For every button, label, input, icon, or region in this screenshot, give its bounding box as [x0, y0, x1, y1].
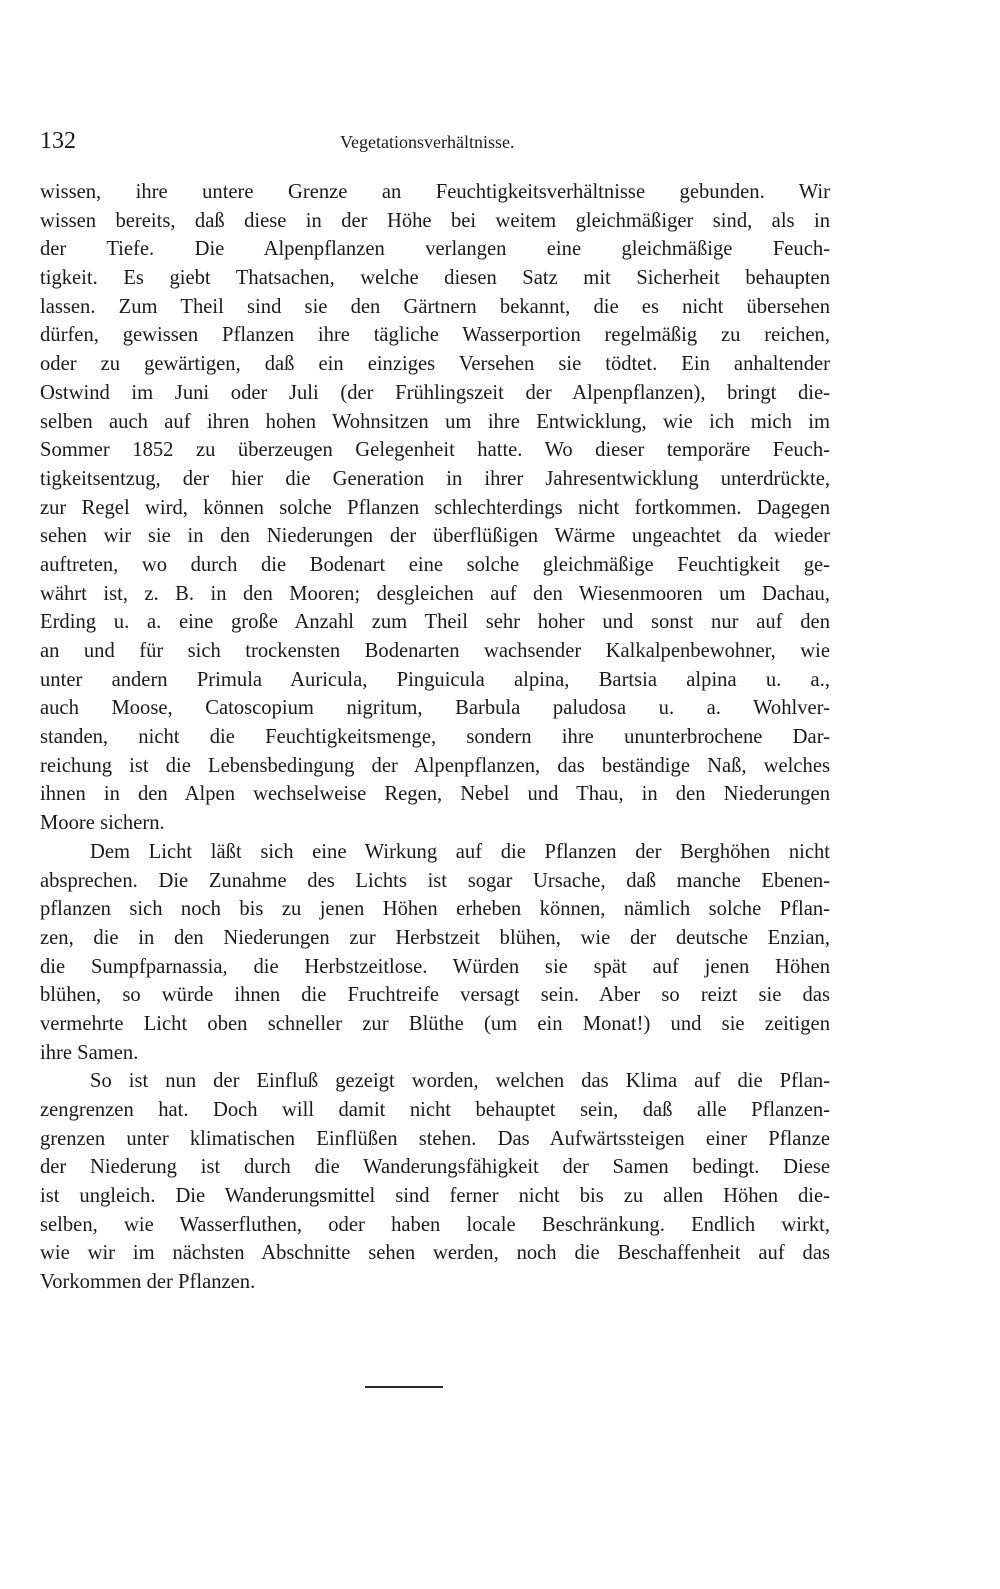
- text-line: zur Regel wird, können solche Pflanzen schlechterdings nicht fortkommen. Dagegen: [40, 496, 830, 519]
- text-line: So ist nun der Einfluß gezeigt worden, welchen das Klima auf die Pflan-: [90, 1070, 830, 1093]
- text-line: Sommer 1852 zu überzeugen Gelegenheit hatte. Wo dieser temporäre Feuch-: [40, 439, 830, 462]
- text-line: wie wir im nächsten Abschnitte sehen werden, noch die Beschaffenheit auf das: [40, 1242, 830, 1265]
- page-header: [40, 128, 560, 164]
- body-text: [40, 178, 830, 1297]
- text-line: Vorkommen der Pflanzen.: [40, 1271, 256, 1294]
- paragraph-3: [40, 1067, 830, 1297]
- text-line: wissen, ihre untere Grenze an Feuchtigkeitsverhältnisse gebunden. Wir: [40, 181, 830, 203]
- text-line: dürfen, gewissen Pflanzen ihre tägliche Wasserportion regelmäßig zu reichen,: [40, 324, 830, 347]
- text-line: wissen bereits, daß diese in der Höhe bei weitem gleichmäßiger sind, als in: [40, 209, 830, 232]
- text-line: auftreten, wo durch die Bodenart eine solche gleichmäßige Feuchtigkeit ge-: [40, 553, 830, 576]
- text-line: reichung ist die Lebensbedingung der Alpenpflanzen, das beständige Naß, welches: [40, 754, 830, 777]
- text-line: grenzen unter klimatischen Einflüßen stehen. Das Aufwärtssteigen einer Pflanze: [40, 1127, 830, 1150]
- text-line: ist ungleich. Die Wanderungsmittel sind ferner nicht bis zu allen Höhen die-: [40, 1185, 830, 1208]
- page-number: 132: [40, 128, 76, 154]
- text-line: die Sumpfparnassia, die Herbstzeitlose. Würden sie spät auf jenen Höhen: [40, 955, 830, 978]
- text-line: blühen, so würde ihnen die Fruchtreife versagt sein. Aber so reizt sie das: [40, 984, 830, 1007]
- text-line: oder zu gewärtigen, daß ein einziges Versehen sie tödtet. Ein anhaltender: [40, 353, 830, 376]
- running-head: Vegetationsverhältnisse.: [340, 132, 515, 152]
- text-line: der Tiefe. Die Alpenpflanzen verlangen eine gleichmäßige Feuch-: [40, 238, 830, 261]
- text-line: standen, nicht die Feuchtigkeitsmenge, sondern ihre ununterbrochene Dar-: [40, 726, 830, 749]
- paragraph-2: [40, 838, 830, 1068]
- text-line: ihre Samen.: [40, 1041, 139, 1064]
- text-line: Dem Licht läßt sich eine Wirkung auf die Pflanzen der Berghöhen nicht: [90, 840, 830, 863]
- text-line: sehen wir sie in den Niederungen der überflüßigen Wärme ungeachtet da wieder: [40, 525, 830, 548]
- text-line: zengrenzen hat. Doch will damit nicht behauptet sein, daß alle Pflanzen-: [40, 1099, 830, 1121]
- text-line: unter andern Primula Auricula, Pinguicula alpina, Bartsia alpina u. a.,: [40, 668, 830, 691]
- text-line: zen, die in den Niederungen zur Herbstzeit blühen, wie der deutsche Enzian,: [40, 926, 830, 949]
- text-line: lassen. Zum Theil sind sie den Gärtnern bekannt, die es nicht übersehen: [40, 295, 830, 318]
- text-line: auch Moose, Catoscopium nigritum, Barbula paludosa u. a. Wohlver-: [40, 697, 830, 720]
- text-line: selben auch auf ihren hohen Wohnsitzen um ihre Entwicklung, wie ich mich im: [40, 410, 830, 433]
- end-rule: [365, 1386, 443, 1388]
- paragraph-1: [40, 178, 830, 838]
- text-line: Moore sichern.: [40, 812, 165, 835]
- text-line: Ostwind im Juni oder Juli (der Frühlingszeit der Alpenpflanzen), bringt die-: [40, 381, 830, 404]
- text-line: vermehrte Licht oben schneller zur Blüthe (um ein Monat!) und sie zeitigen: [40, 1012, 830, 1035]
- text-line: selben, wie Wasserfluthen, oder haben locale Beschränkung. Endlich wirkt,: [40, 1213, 830, 1236]
- text-line: tigkeitsentzug, der hier die Generation in ihrer Jahresentwicklung unterdrückte,: [40, 467, 830, 490]
- text-line: der Niederung ist durch die Wanderungsfähigkeit der Samen bedingt. Diese: [40, 1156, 830, 1179]
- text-line: tigkeit. Es giebt Thatsachen, welche diesen Satz mit Sicherheit behaupten: [40, 267, 830, 290]
- text-line: Erding u. a. eine große Anzahl zum Theil sehr hoher und sonst nur auf den: [40, 611, 830, 634]
- text-line: ihnen in den Alpen wechselweise Regen, Nebel und Thau, in den Niederungen: [40, 783, 830, 806]
- text-line: pflanzen sich noch bis zu jenen Höhen erheben können, nämlich solche Pflan-: [40, 898, 830, 921]
- text-line: währt ist, z. B. in den Mooren; desgleichen auf den Wiesenmooren um Dachau,: [40, 582, 830, 605]
- text-line: absprechen. Die Zunahme des Lichts ist sogar Ursache, daß manche Ebenen-: [40, 869, 830, 892]
- text-line: an und für sich trockensten Bodenarten wachsender Kalkalpenbewohner, wie: [40, 640, 830, 662]
